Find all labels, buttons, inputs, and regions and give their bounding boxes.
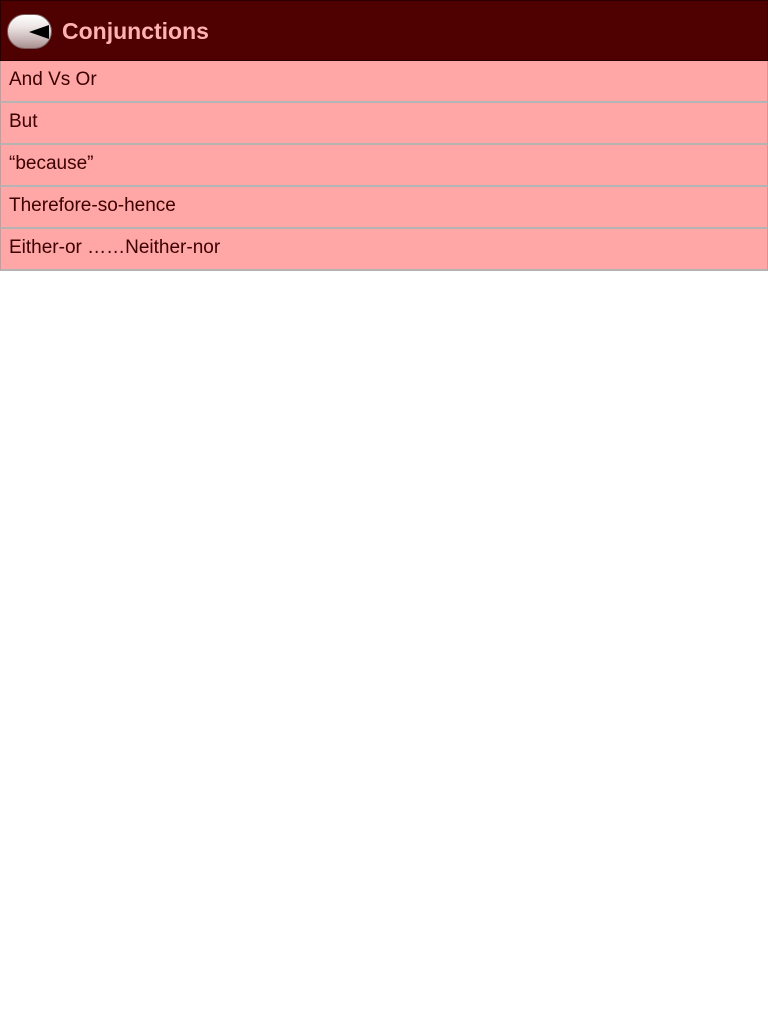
list-item-label: And Vs Or <box>9 69 97 90</box>
list-item-label: But <box>9 111 38 132</box>
page-title: Conjunctions <box>62 18 209 44</box>
back-arrow-icon <box>29 25 49 39</box>
header-bar <box>0 0 768 61</box>
list-item-label: “because” <box>9 153 94 174</box>
list-item-and-vs-or[interactable] <box>0 61 768 103</box>
back-button[interactable] <box>7 14 52 49</box>
topic-list <box>0 61 768 271</box>
list-item-label: Either-or ……Neither-nor <box>9 237 221 258</box>
list-item-because[interactable] <box>0 145 768 187</box>
list-item-either-or-neither-nor[interactable] <box>0 229 768 271</box>
list-item-label: Therefore-so-hence <box>9 195 176 216</box>
list-item-therefore-so-hence[interactable] <box>0 187 768 229</box>
list-item-but[interactable] <box>0 103 768 145</box>
